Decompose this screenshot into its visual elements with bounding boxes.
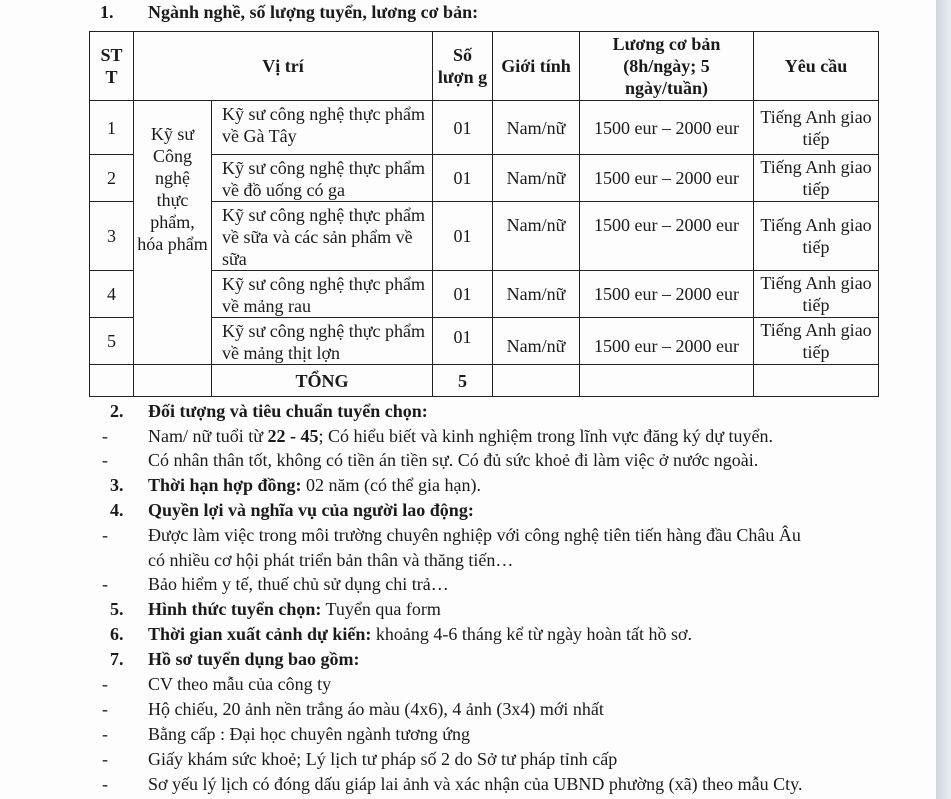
- row-gender: Nam/nữ: [493, 271, 580, 318]
- section-2-title: Đối tượng và tiêu chuẩn tuyển chọn:: [148, 401, 428, 421]
- row-qty: 01: [433, 155, 493, 202]
- header-quantity: Số lượn g: [433, 32, 493, 101]
- row-stt: 4: [90, 271, 134, 318]
- section-7-item-text: CV theo mẫu của công ty: [148, 674, 332, 694]
- table-total-row: [90, 365, 879, 397]
- age-range: 22 - 45: [267, 426, 319, 446]
- bullet-dash: -: [102, 525, 108, 545]
- section-3-number: 3.: [110, 475, 124, 495]
- row-position: Kỹ sư công nghệ thực phẩm về mảng thịt lợn: [212, 318, 433, 365]
- row-salary: 1500 eur – 2000 eur: [580, 271, 754, 318]
- section-3-title: Thời hạn hợp đồng:: [148, 475, 302, 495]
- bullet-dash: -: [102, 774, 108, 794]
- row-gender: Nam/nữ: [493, 202, 580, 271]
- section-7-item-text: Hộ chiếu, 20 ảnh nền trắng áo màu (4x6), 4 ảnh (3x4) mới nhất: [148, 699, 604, 719]
- section-7-number: 7.: [110, 649, 124, 669]
- section-1-heading: [100, 1, 479, 23]
- section-2-item-text: [148, 425, 773, 447]
- row-stt: 3: [90, 202, 134, 271]
- total-value: 5: [433, 365, 493, 397]
- total-label: TỔNG: [212, 365, 433, 397]
- section-6-text: khoảng 4-6 tháng kể từ ngày hoàn tất hồ sơ.: [371, 624, 693, 644]
- row-requirement: Tiếng Anh giao tiếp: [754, 271, 879, 318]
- section-7-item-text: Sơ yếu lý lịch có đóng dấu giáp lai ảnh và xác nhận của UBND phường (xã) theo mẫu Cty.: [148, 774, 803, 794]
- row-stt: 5: [90, 318, 134, 365]
- section-7-item: [102, 773, 803, 795]
- section-5-number: 5.: [110, 599, 124, 619]
- row-salary: 1500 eur – 2000 eur: [580, 318, 754, 365]
- section-7-item-text: Bằng cấp : Đại học chuyên ngành tương ứng: [148, 724, 470, 744]
- section-7-item-text: Giấy khám sức khoẻ; Lý lịch tư pháp số 2 do Sở tư pháp tỉnh cấp: [148, 749, 618, 769]
- row-qty: 01: [433, 318, 493, 365]
- row-salary: 1500 eur – 2000 eur: [580, 155, 754, 202]
- row-salary: 1500 eur – 2000 eur: [580, 202, 754, 271]
- bullet-dash: -: [102, 426, 108, 446]
- header-position: Vị trí: [134, 32, 433, 101]
- section-7-item: [102, 748, 618, 770]
- row-position: Kỹ sư công nghệ thực phẩm về mảng rau: [212, 271, 433, 318]
- section-4-item: [102, 524, 801, 546]
- row-gender: Nam/nữ: [493, 318, 580, 365]
- row-gender: Nam/nữ: [493, 155, 580, 202]
- section-4-title: Quyền lợi và nghĩa vụ của người lao động:: [148, 500, 474, 520]
- row-stt: 1: [90, 101, 134, 155]
- group-cell: Kỹ sư Công nghệ thực phẩm, hóa phẩm: [134, 101, 212, 365]
- section-5: [110, 598, 441, 620]
- item-text: Nam/ nữ tuổi từ: [148, 426, 268, 446]
- row-requirement: Tiếng Anh giao tiếp: [754, 202, 879, 271]
- section-5-text: Tuyển qua form: [321, 599, 441, 619]
- section-2-item: [102, 449, 759, 471]
- section-2-item-text: Có nhân thân tốt, không có tiền án tiền sự. Có đủ sức khoẻ đi làm việc ở nước ngoài.: [148, 450, 759, 470]
- section-4-item-continuation: có nhiều cơ hội phát triển bản thân và thăng tiến…: [148, 550, 514, 570]
- section-6-number: 6.: [110, 624, 124, 644]
- table-header-row: [90, 32, 879, 101]
- section-2-number: 2.: [110, 401, 124, 421]
- section-2-item: [102, 425, 773, 447]
- section-5-title: Hình thức tuyển chọn:: [148, 599, 322, 619]
- bullet-dash: -: [102, 574, 108, 594]
- header-stt: ST T: [90, 32, 134, 101]
- bullet-dash: -: [102, 724, 108, 744]
- bullet-dash: -: [102, 699, 108, 719]
- row-requirement: Tiếng Anh giao tiếp: [754, 101, 879, 155]
- total-empty-cell: [580, 365, 754, 397]
- total-empty-cell: [134, 365, 212, 397]
- row-requirement: Tiếng Anh giao tiếp: [754, 155, 879, 202]
- total-empty-cell: [90, 365, 134, 397]
- section-4-item-text: Được làm việc trong môi trường chuyên nghiệp với công nghệ tiên tiến hàng đầu Châu Âu: [148, 525, 801, 545]
- section-7-item: [102, 673, 332, 695]
- section-4-number: 4.: [110, 500, 124, 520]
- section-6: [110, 623, 693, 645]
- job-table: [89, 31, 879, 397]
- total-empty-cell: [493, 365, 580, 397]
- row-position: Kỹ sư công nghệ thực phẩm về Gà Tây: [212, 101, 433, 155]
- bullet-dash: -: [102, 674, 108, 694]
- section-1-title: Ngành nghề, số lượng tuyển, lương cơ bản:: [148, 2, 479, 22]
- row-gender: Nam/nữ: [493, 101, 580, 155]
- bullet-dash: -: [102, 450, 108, 470]
- header-salary: Lương cơ bản (8h/ngày; 5 ngày/tuần): [580, 32, 754, 101]
- bullet-dash: -: [102, 749, 108, 769]
- section-2: [110, 400, 428, 422]
- section-4-item: [102, 573, 449, 595]
- section-4-item-text: Bảo hiểm y tế, thuế chủ sử dụng chi trả…: [148, 574, 449, 594]
- section-7-item: [102, 723, 470, 745]
- row-qty: 01: [433, 202, 493, 271]
- row-qty: 01: [433, 101, 493, 155]
- row-stt: 2: [90, 155, 134, 202]
- row-position: Kỹ sư công nghệ thực phẩm về đồ uống có ga: [212, 155, 433, 202]
- section-6-title: Thời gian xuất cảnh dự kiến:: [148, 624, 372, 644]
- row-requirement: Tiếng Anh giao tiếp: [754, 318, 879, 365]
- header-requirement: Yêu cầu: [754, 32, 879, 101]
- section-4: [110, 499, 474, 521]
- item-text: ; Có hiểu biết và kinh nghiệm trong lĩnh vực đăng ký dự tuyển.: [318, 426, 773, 446]
- row-qty: 01: [433, 271, 493, 318]
- total-empty-cell: [754, 365, 879, 397]
- table-row: [90, 101, 879, 155]
- section-7: [110, 648, 360, 670]
- page-edge-shadow: [936, 0, 951, 799]
- section-7-item: [102, 698, 604, 720]
- header-gender: Giới tính: [493, 32, 580, 101]
- row-position: Kỹ sư công nghệ thực phẩm về sữa và các sản phẩm về sữa: [212, 202, 433, 271]
- section-3-text: 02 năm (có thể gia hạn).: [301, 475, 481, 495]
- section-7-title: Hồ sơ tuyển dụng bao gồm:: [148, 649, 360, 669]
- section-1-number: 1.: [100, 2, 114, 22]
- section-3: [110, 474, 481, 496]
- row-salary: 1500 eur – 2000 eur: [580, 101, 754, 155]
